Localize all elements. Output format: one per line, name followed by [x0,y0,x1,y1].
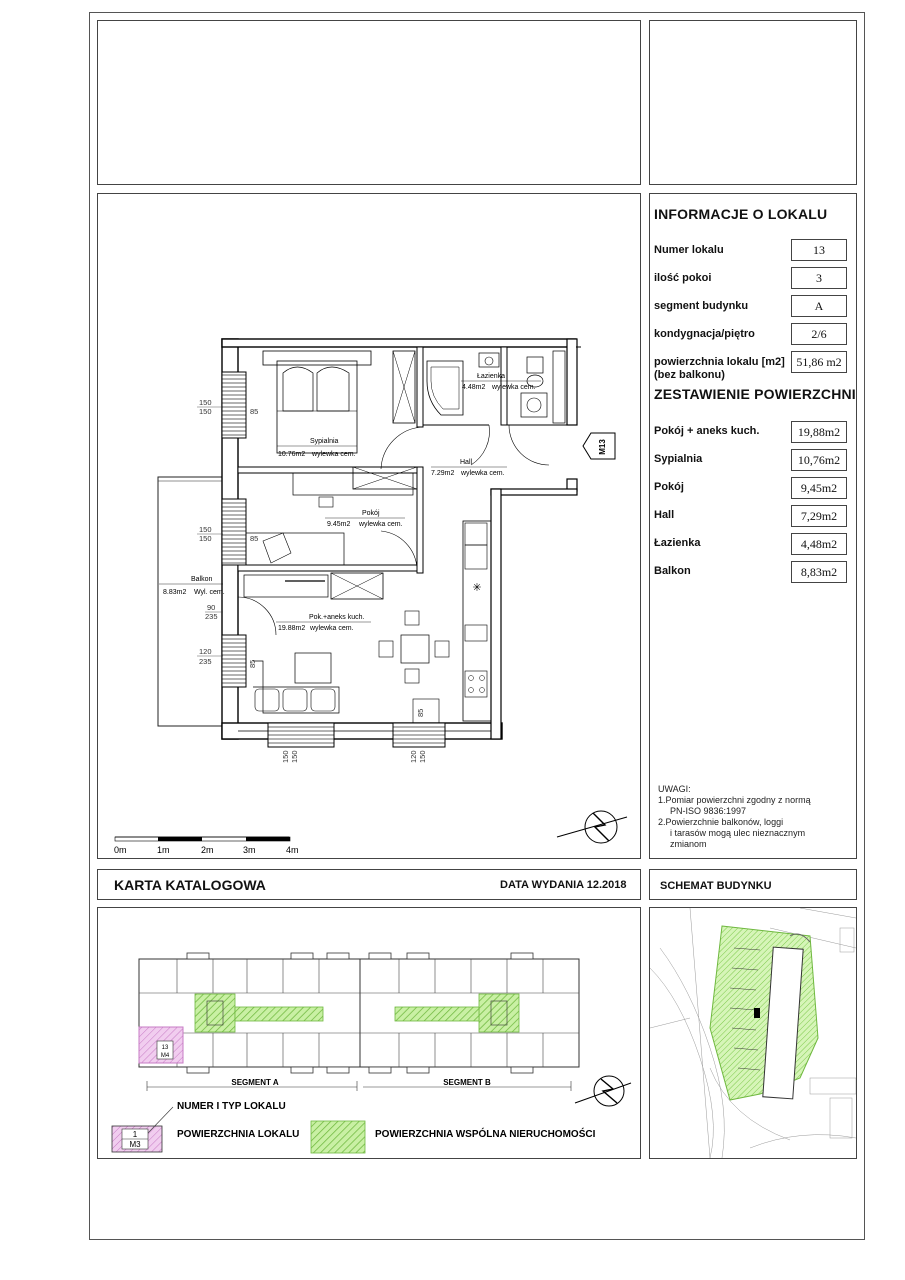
summary-label-living: Pokój + aneks kuch. [654,425,760,437]
unit-tag: M13 [598,439,607,455]
balcony-outline [158,477,222,726]
issue-date: DATA WYDANIA 12.2018 [500,879,627,891]
keyplan-panel [97,907,641,1159]
svg-text:85: 85 [416,708,425,717]
svg-text:4.48m2: 4.48m2 [462,384,486,391]
top-right-blank-panel [649,20,857,185]
svg-text:✳: ✳ [472,582,482,594]
summary-value-living: 19,88m2 [791,421,847,443]
svg-text:85: 85 [248,659,257,668]
svg-text:90: 90 [207,603,216,612]
svg-text:150: 150 [290,750,299,763]
info-title: INFORMACJE O LOKALU [654,206,828,222]
svg-text:Wyl. cem.: Wyl. cem. [194,589,225,596]
legend-local-area-label: POWIERZCHNIA LOKALU [177,1129,300,1140]
info-value-unit-number: 13 [791,239,847,261]
summary-value-balcony: 8,83m2 [791,561,847,583]
keyplan [98,908,640,1158]
floor-plan-panel [97,193,641,859]
summary-label-hall: Hall [654,509,675,521]
sypialnia-name: Sypialnia [310,438,339,445]
legend-type-label: NUMER I TYP LOKALU [177,1101,286,1112]
window-left-1 [222,372,246,438]
svg-text:150: 150 [418,750,427,763]
site-plan [650,908,856,1158]
window-left-2 [222,499,246,565]
svg-text:235: 235 [199,657,212,666]
hall-name: Hall [460,459,473,466]
svg-text:1: 1 [132,1130,138,1139]
wall-top [222,339,576,347]
info-label-rooms: ilość pokoi [654,272,712,284]
lazienka-name: Łazienka [477,373,506,380]
info-value-rooms: 3 [791,267,847,289]
floor-plan [98,194,640,858]
schema-title: SCHEMAT BUDYNKU [660,880,772,892]
legend-common-area-label: POWIERZCHNIA WSPÓLNA NIERUCHOMOŚCI [375,1129,596,1140]
notes: UWAGI: 1.Pomiar powierzchni zgodny z normą PN-ISO 9836:1997 2.Powierzchnie balkonów, loggi i tarasów mogą ulec nieznacznym zmianom [658,784,811,849]
svg-text:235: 235 [205,612,218,621]
svg-text:150: 150 [199,534,212,543]
summary-value-room: 9,45m2 [791,477,847,499]
svg-text:wylewka cem.: wylewka cem. [312,451,356,458]
common-area-a-core [195,994,235,1032]
svg-text:7.29m2: 7.29m2 [431,470,455,477]
svg-text:13: 13 [161,1045,169,1051]
svg-text:10.76m2: 10.76m2 [278,451,306,458]
svg-text:M4: M4 [160,1053,170,1059]
info-label-area: powierzchnia lokalu [m2] (bez balkonu) [654,356,785,381]
svg-text:85: 85 [250,534,259,543]
svg-text:150: 150 [281,750,290,763]
common-area-b-core [479,994,519,1032]
summary-value-bathroom: 4,48m2 [791,533,847,555]
schema-header-bar [649,869,857,900]
window-left-3 [222,635,246,687]
common-area-a-corridor [235,1007,323,1021]
svg-text:wylewka cem.: wylewka cem. [492,384,536,391]
summary-label-bathroom: Łazienka [654,537,701,549]
summary-value-hall: 7,29m2 [791,505,847,527]
catalog-header-bar [97,869,641,900]
info-label-unit-number: Numer lokalu [654,244,724,256]
svg-text:wylewka cem.: wylewka cem. [461,470,505,477]
info-label-floor: kondygnacja/piętro [654,328,755,340]
summary-value-bedroom: 10,76m2 [791,449,847,471]
svg-text:9.45m2: 9.45m2 [327,521,351,528]
svg-text:wylewka cem.: wylewka cem. [310,625,354,632]
balkon-name: Balkon [191,576,213,583]
info-panel [649,193,857,859]
svg-text:120: 120 [199,647,212,656]
svg-text:2m: 2m [201,845,214,855]
svg-text:120: 120 [409,750,418,763]
kuch-name: Pok.+aneks kuch. [309,614,365,621]
svg-text:wylewka cem.: wylewka cem. [359,521,403,528]
window-bottom-1 [268,723,334,747]
svg-text:0m: 0m [114,845,127,855]
summary-title: ZESTAWIENIE POWIERZCHNI [654,386,856,402]
window-bottom-2 [393,723,445,747]
svg-text:150: 150 [199,407,212,416]
svg-text:19.88m2: 19.88m2 [278,625,306,632]
segment-b-label: SEGMENT B [443,1078,491,1087]
svg-text:4m: 4m [286,845,299,855]
legend-common-swatch [311,1121,365,1153]
scale-bar [114,837,299,855]
catalog-title: KARTA KATALOGOWA [114,877,266,893]
summary-label-balcony: Balkon [654,565,691,577]
common-area-b-corridor [395,1007,479,1021]
info-label-segment: segment budynku [654,300,749,312]
svg-text:1m: 1m [157,845,170,855]
svg-text:8.83m2: 8.83m2 [163,589,187,596]
info-value-segment: A [791,295,847,317]
svg-text:3m: 3m [243,845,256,855]
svg-text:150: 150 [199,398,212,407]
info-value-area: 51,86 m2 [791,351,847,373]
summary-label-room: Pokój [654,481,684,493]
segment-a-label: SEGMENT A [231,1078,279,1087]
site-plan-panel [649,907,857,1159]
summary-label-bedroom: Sypialnia [654,453,703,465]
pokoj-name: Pokój [362,510,380,517]
keyplan-north-arrow-icon [575,1076,631,1106]
top-left-blank-panel [97,20,641,185]
info-value-floor: 2/6 [791,323,847,345]
svg-text:150: 150 [199,525,212,534]
svg-text:85: 85 [250,407,259,416]
north-arrow-icon [557,811,627,843]
svg-text:M3: M3 [129,1140,141,1149]
